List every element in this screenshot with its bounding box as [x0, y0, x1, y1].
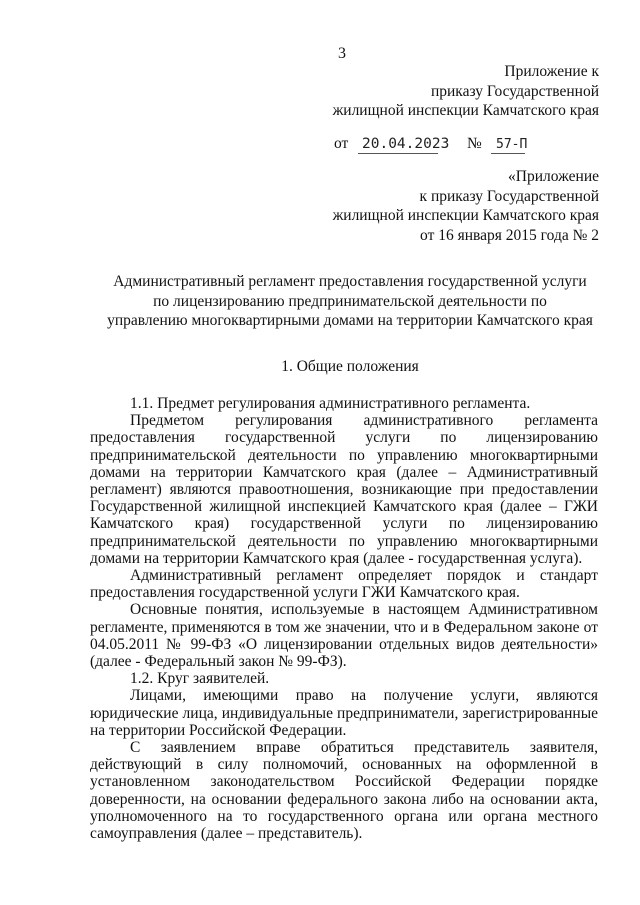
appendix-original-line: от 16 января 2015 года № 2: [420, 226, 599, 244]
paragraph: Основные понятия, используемые в настоящем Административном регламенте, применяются в том же значении, что и в Федеральном законе от 04.05.2011 № 99-ФЗ «О лицензировании отдельных видов деятельности» (далее - Федеральный закон № 99-ФЗ).: [90, 601, 598, 671]
title-line: Административный регламент предоставления государственной услуги: [113, 273, 587, 290]
number-underline: [491, 153, 525, 154]
appendix-original-line: «Приложение: [508, 168, 599, 185]
order-date-label: от: [334, 135, 349, 152]
page-number: 3: [338, 45, 346, 62]
appendix-original-line: к приказу Государственной: [419, 187, 599, 205]
paragraph: 1.2. Круг заявителей.: [130, 670, 270, 688]
title-line: по лицензированию предпринимательской деятельности по: [153, 292, 547, 310]
order-number-label: №: [467, 135, 482, 152]
paragraph: С заявлением вправе обратиться представитель заявителя, действующий в силу полномочий, основанных на оформленной в установленном законодательством Российской Федерации порядке доверенности, на основании федерального закона либо на основании акта, уполномоченного на то государственного органа или органа местного самоуправления (далее – представитель).: [90, 739, 598, 843]
paragraph: Административный регламент определяет порядок и стандарт предоставления государственной услуги ГЖИ Камчатского края.: [90, 567, 598, 602]
order-number-value: 57-П: [496, 137, 528, 152]
title-line: управлению многоквартирными домами на территории Камчатского края: [107, 312, 593, 329]
appendix-current-line: приказу Государственной: [430, 82, 599, 100]
document-title: [90, 272, 610, 331]
order-line: [334, 135, 528, 153]
appendix-current-line: Приложение к: [504, 63, 599, 80]
date-underline: [358, 153, 438, 154]
appendix-original-line: жилищной инспекции Камчатского края: [332, 207, 599, 224]
paragraph: 1.1. Предмет регулирования административного регламента.: [130, 395, 531, 412]
appendix-current-line: жилищной инспекции Камчатского края: [332, 102, 599, 119]
body-text: [90, 395, 598, 842]
appendix-current: [333, 62, 599, 121]
order-date-value: 20.04.2023: [362, 136, 450, 152]
section-heading: 1. Общие положения: [281, 358, 419, 375]
paragraph: Предметом регулирования административного регламента предоставления государственной услуги по лицензированию предпринимательской деятельности по управлению многоквартирными домами на территории Камчатского края (далее – Административный регламент) являются правоотношения, возникающие при предоставлении Государственной жилищной инспекцией Камчатского края (далее – ГЖИ Камчатского края) государственной услуги по лицензированию предпринимательской деятельности по управлению многоквартирными домами на территории Камчатского края (далее - государственная услуга).: [90, 412, 598, 567]
paragraph: Лицами, имеющими право на получение услуги, являются юридические лица, индивидуальные предприниматели, зарегистрированные на территории Российской Федерации.: [90, 687, 598, 739]
appendix-original: [333, 167, 599, 245]
